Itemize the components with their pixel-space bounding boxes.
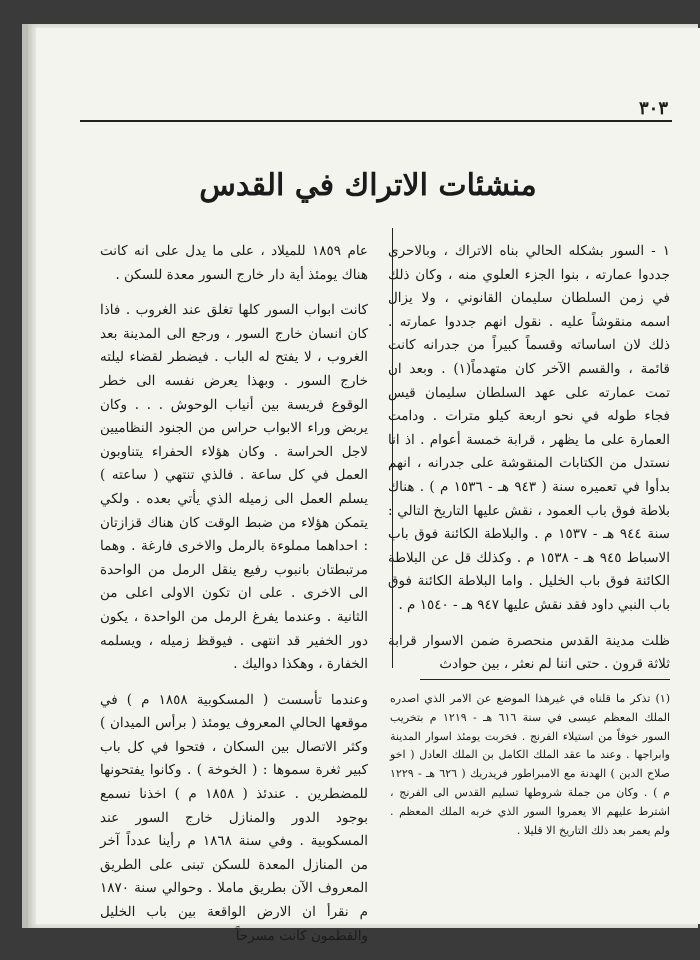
column-divider [392,228,393,668]
book-page [36,28,700,944]
right-column [388,240,670,689]
paragraph: ظلت مدينة القدس منحصرة ضمن الاسوار قرابة ثلاثة قرون . حتى اننا لم نعثر ، بين حوادث [388,632,670,673]
footnote: (١) تذكر ما قلناه في غيرهذا الموضع عن الامر الذي اصدره الملك المعظم عيسى في سنة ٦١٦ هـ - ١٢١٩ م بتخريب السور خوفاً من استيلاء الفرنج . فخربت يومئذ اسوار المدينة وابراجها . وعند ما عقد الملك الكامل بن الملك العادل ( اخو صلاح الدين ) الهدنة مع الامبراطور فريدريك ( ٦٢٦ هـ - ١٢٢٩ م ) . وكان من جملة شروطها تسليم القدس الى الفرنج ، اشترط عليهم الا يعمروا السور الذي خربه الملك المعظم . ولم يعمر بعد ذلك التاريخ الا قليلا . [390,692,671,837]
footnote-rule [420,679,670,680]
paragraph: ١ - السور بشكله الحالي بناه الاتراك ، وبالاحرى جددوا عمارته ، بنوا الجزء العلوي منه ، وكان ذلك في زمن السلطان سليمان القانوني ، ولا يزال اسمه منقوشاً عليه . نقول انهم جددوا عمارته . ذلك لان اساساته وقسماً كبيراً من جدرانه كانت قائمة ، والقسم الآخر كان متهدماً(١) . وبعد ان تمت عمارته على عهد السلطان سليمان قيس فجاء طوله في نحو اربعة كيلو مترات . ودامت العمارة على ما يظهر ، قرابة خمسة أعوام . اذ انا نستدل من الكتابات المنقوشة على جدرانه ، انهم بدأوا في تعميره سنة ( ٩٤٣ هـ - ١٥٣٦ م ) . هناك بلاطة فوق باب العمود ، نقش عليها التاريخ التالي : سنة ٩٤٤ هـ - ١٥٣٧ م . والبلاطة الكائنة فوق باب الاسباط ٩٤٥ هـ - ١٥٣٨ م . وكذلك قل عن البلاطة الكائنة فوق باب الخليل . واما البلاطة الكائنة فوق باب النبي داود فقد نقش عليها ٩٤٧ هـ - ١٥٤٠ م . [388,243,671,613]
paragraph: وعندما تأسست ( المسكوبية ١٨٥٨ م ) في موقعها الحالي المعروف يومئذ ( برأس الميدان ) وكثر الاتصال بين السكان ، فتحوا في كل باب كبير ثغرة سموها : ( الخوخة ) . وكانوا يفتحونها للمضطرين . عندئذ ( ١٨٥٨ م ) اخذنا نسمع بوجود الدور والمنازل خارج السور عند المسكوبية . وفي سنة ١٨٦٨ م رأينا عدداً آخر من المنازل المعدة للسكن تبنى على الطريق المعروف الآن بطريق ماملا . وحوالي سنة ١٨٧٠ م نقرأ ان الارض الواقعة بين باب الخليل والقطمون كانت مسرحاً [100,691,368,944]
chapter-title: منشئات الاتراك في القدس [199,168,537,203]
left-column [100,240,368,960]
paragraph: عام ١٨٥٩ للميلاد ، على ما يدل على انه كانت هناك يومئذ أية دار خارج السور معدة للسكن . [100,243,368,283]
page-number: ٣٠٣ [638,98,668,119]
paragraph: كانت ابواب السور كلها تغلق عند الغروب . فاذا كان انسان خارج السور ، ورجع الى المدينة بعد الغروب ، لا يفتح له الباب . فيضطر لقضاء ليلته خارج السور . وبهذا يعرض نفسه الى خطر الوقوع فريسة بين أنياب الوحوش . . . وكان يربض وراء الابواب حراس من الجنود النظاميين لاجل الحراسة . وكان هؤلاء الحفراء يتناوبون العمل في كل ساعة . فالذي تنتهي ( ساعته ) يسلم العمل الى زميله الذي يأتي بعده . ولكي يتمكن هؤلاء من ضبط الوقت كان هناك قزازتان : احداهما مملوءة بالرمل والاخرى فارغة . وهما مرتبطتان بانبوب رفيع ينقل الرمل من الواحدة الى الاخرى . على ان تكون الاولى اعلى من الثانية . وعندما يفرغ الرمل من الواحدة ، يكون دور الخفير قد انتهى . فيوقظ زميله ، ويسلمه الخفارة ، وهكذا دواليك . [100,302,368,673]
header-rule [80,120,672,122]
